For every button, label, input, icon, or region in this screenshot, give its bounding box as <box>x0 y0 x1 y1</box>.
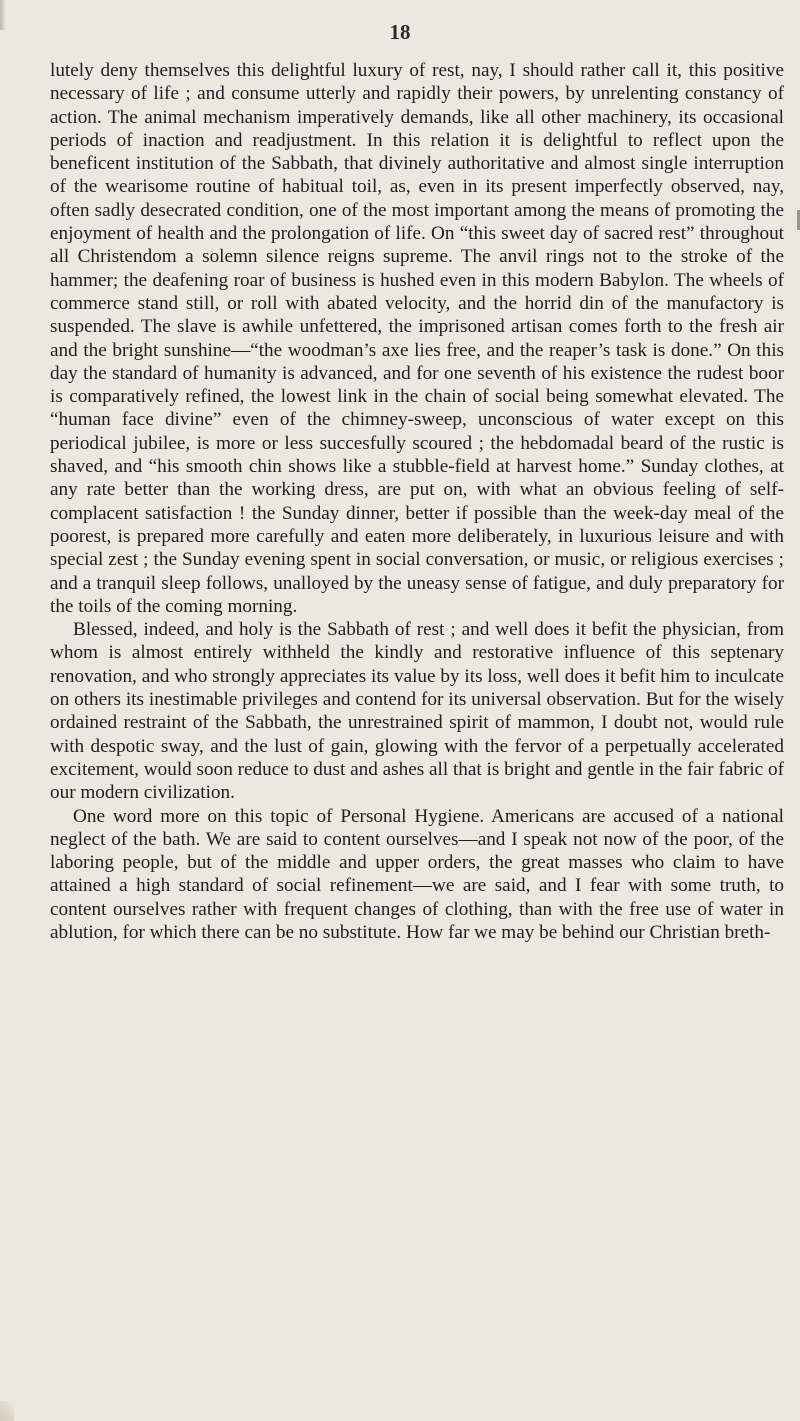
scan-corner-mark <box>0 1401 14 1421</box>
body-text <box>50 59 784 944</box>
paragraph: One word more on this topic of Personal Hygiene. Americans are accused of a national neglect of the bath. We are said to content ourselves—and I speak not now of the poor, of the laboring people, but of the middle and upper orders, the great masses who claim to have attained a high standard of social refinement—we are said, and I fear with some truth, to content ourselves rather with frequent changes of clothing, than with the free use of water in ablution, for which there can be no substitute. How far we may be behind our Christian breth- <box>50 805 784 943</box>
page-number: 18 <box>389 20 411 44</box>
paragraph: Blessed, indeed, and holy is the Sabbath of rest ; and well does it befit the physician, from whom is almost entirely withheld the kindly and restorative influence of this septenary renovation, and who strongly appreciates its value by its loss, well does it befit him to inculcate on others its inestimable privileges and contend for its universal observation. But for the wisely ordained restraint of the Sabbath, the unrestrained spirit of mammon, I doubt not, would rule with despotic sway, and the lust of gain, glowing with the fervor of a perpetually accelerated excitement, would soon reduce to dust and ashes all that is bright and gentle in the fair fabric of our modern civilization. <box>50 619 784 804</box>
paragraph: lutely deny themselves this delightful luxury of rest, nay, I should rather call it, this positive necessary of life ; and consume utterly and rapidly their powers, by unrelenting constancy of action. The animal mechanism imperatively demands, like all other machinery, its occasional periods of inaction and readjustment. In this relation it is delightful to reflect upon the beneficent institution of the Sabbath, that divinely authoritative and almost single interruption of the wearisome routine of habitual toil, as, even in its present imperfectly observed, nay, often sadly desecrated condition, one of the most important among the means of promoting the enjoyment of health and the prolongation of life. On “this sweet day of sacred rest” throughout all Christendom a solemn silence reigns supreme. The anvil rings not to the stroke of the hammer; the deafening roar of business is hushed even in this modern Babylon. The wheels of commerce stand still, or roll with abated velocity, and the horrid din of the manufactory is suspended. The slave is awhile unfettered, the imprisoned artisan comes forth to the fresh air and the bright sunshine—“the woodman’s axe lies free, and the reaper’s task is done.” On this day the standard of humanity is advanced, and for one seventh of his existence the rudest boor is comparatively refined, the lowest link in the chain of social being somewhat elevated. The “human face divine” even of the chimney-sweep, unconscious of water except on this periodical jubilee, is more or less succesfully scoured ; the hebdomadal beard of the rustic is shaved, and “his smooth chin shows like a stubble-field at harvest home.” Sunday clothes, at any rate better than the working dress, are put on, with what an obvious feeling of self-complacent satisfaction ! the Sunday dinner, better if possible than the week-day meal of the poorest, is prepared more carefully and eaten more deliberately, in luxurious leisure and with special zest ; the Sunday evening spent in social conversation, or music, or religious exercises ; and a tranquil sleep follows, unalloyed by the uneasy sense of fatigue, and duly preparatory for the toils of the coming morning. <box>50 60 784 617</box>
